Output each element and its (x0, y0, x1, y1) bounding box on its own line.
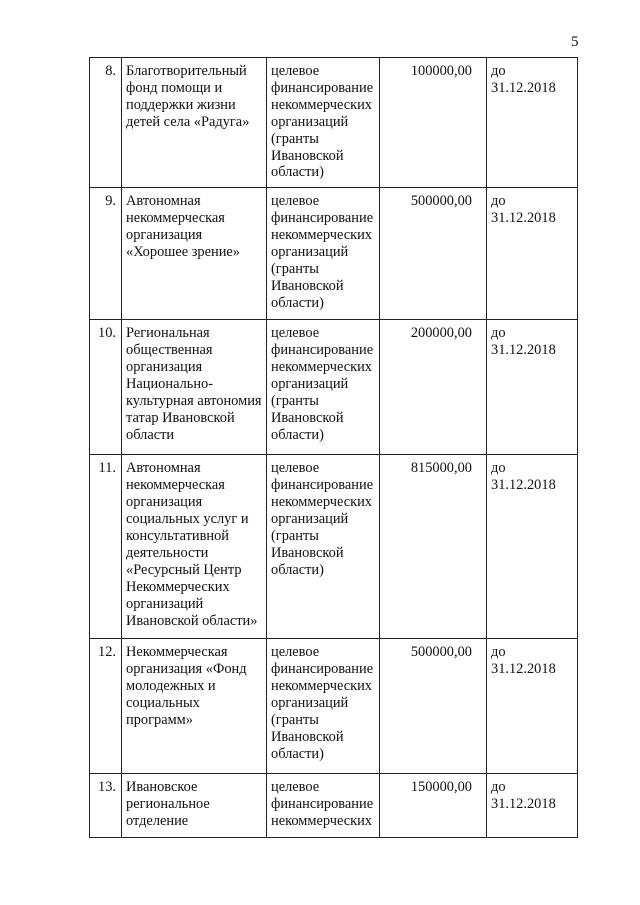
funding-purpose: целевое финансирование некоммерческих организаций (гранты Ивановской области) (267, 188, 380, 320)
funding-purpose: целевое финансирование некоммерческих организаций (гранты Ивановской области) (267, 58, 380, 188)
row-number: 12. (90, 639, 122, 774)
organization-name: Автономная некоммерческая организация социальных услуг и консультативной деятельности «Ресурсный Центр Некоммерческих организаций Ивановской области» (122, 455, 267, 639)
deadline: до 31.12.2018 (487, 188, 578, 320)
grant-amount: 815000,00 (380, 455, 487, 639)
organization-name: Автономная некоммерческая организация «Хорошее зрение» (122, 188, 267, 320)
funding-purpose: целевое финансирование некоммерческих организаций (гранты Ивановской области) (267, 320, 380, 455)
organization-name: Некоммерческая организация «Фонд молодежных и социальных программ» (122, 639, 267, 774)
table-row (90, 320, 578, 455)
table-row (90, 188, 578, 320)
organization-name: Благотворительный фонд помощи и поддержки жизни детей села «Радуга» (122, 58, 267, 188)
grant-amount: 100000,00 (380, 58, 487, 188)
table-row (90, 639, 578, 774)
grants-table (89, 57, 578, 838)
organization-name: Региональная общественная организация Национально-культурная автономия татар Ивановской области (122, 320, 267, 455)
table-row (90, 58, 578, 188)
row-number: 9. (90, 188, 122, 320)
grant-amount: 150000,00 (380, 774, 487, 838)
grant-amount: 200000,00 (380, 320, 487, 455)
grant-amount: 500000,00 (380, 639, 487, 774)
funding-purpose: целевое финансирование некоммерческих организаций (гранты Ивановской области) (267, 639, 380, 774)
row-number: 8. (90, 58, 122, 188)
row-number: 11. (90, 455, 122, 639)
organization-name: Ивановское региональное отделение (122, 774, 267, 838)
deadline: до 31.12.2018 (487, 320, 578, 455)
funding-purpose: целевое финансирование некоммерческих организаций (гранты Ивановской области) (267, 455, 380, 639)
deadline: до 31.12.2018 (487, 639, 578, 774)
grant-amount: 500000,00 (380, 188, 487, 320)
deadline: до 31.12.2018 (487, 58, 578, 188)
table-row (90, 455, 578, 639)
table-row (90, 774, 578, 838)
page-number: 5 (571, 34, 579, 50)
row-number: 13. (90, 774, 122, 838)
funding-purpose: целевое финансирование некоммерческих (267, 774, 380, 838)
deadline: до 31.12.2018 (487, 774, 578, 838)
deadline: до 31.12.2018 (487, 455, 578, 639)
row-number: 10. (90, 320, 122, 455)
